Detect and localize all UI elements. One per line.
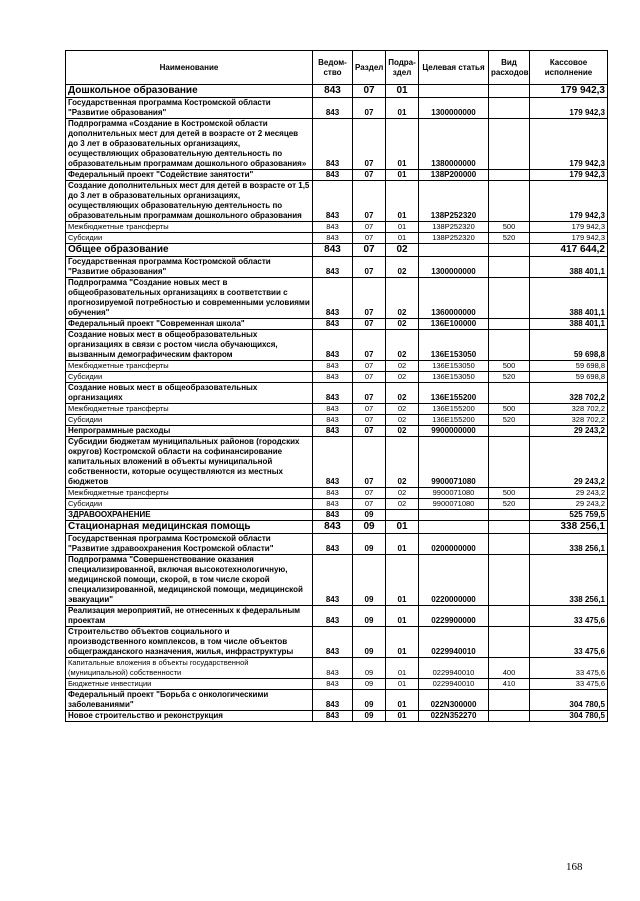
cell-name: Субсидии бюджетам муниципальных районов (городских округов) Костромской области на софинансирование капитальных вложений в объекты муниципальной собственности, которые осуществляются из местных бюджетов bbox=[66, 437, 313, 488]
cell-exp-type bbox=[489, 534, 530, 555]
cell-amount: 179 942,3 bbox=[530, 85, 608, 98]
cell-target: 0229900000 bbox=[419, 606, 489, 627]
cell-amount: 328 702,2 bbox=[530, 415, 608, 426]
cell-exp-type bbox=[489, 85, 530, 98]
table-row bbox=[66, 233, 608, 244]
cell-section: 09 bbox=[353, 510, 386, 521]
cell-name: Создание новых мест в общеобразовательных организациях в связи с ростом числа обучающихся, вызванным демографическим фактором bbox=[66, 330, 313, 361]
cell-name: ЗДРАВООХРАНЕНИЕ bbox=[66, 510, 313, 521]
cell-amount: 33 475,6 bbox=[530, 679, 608, 690]
cell-exp-type bbox=[489, 170, 530, 181]
cell-exp-type: 520 bbox=[489, 372, 530, 383]
cell-subsection: 01 bbox=[386, 627, 419, 658]
cell-name: Федеральный проект "Содействие занятости" bbox=[66, 170, 313, 181]
cell-dept: 843 bbox=[313, 170, 353, 181]
cell-subsection: 02 bbox=[386, 415, 419, 426]
cell-subsection: 02 bbox=[386, 383, 419, 404]
cell-exp-type: 520 bbox=[489, 415, 530, 426]
cell-subsection: 02 bbox=[386, 257, 419, 278]
cell-exp-type bbox=[489, 257, 530, 278]
table-row bbox=[66, 170, 608, 181]
cell-dept: 843 bbox=[313, 257, 353, 278]
cell-amount: 388 401,1 bbox=[530, 257, 608, 278]
cell-section: 07 bbox=[353, 222, 386, 233]
cell-target: 0229940010 bbox=[419, 679, 489, 690]
cell-exp-type bbox=[489, 181, 530, 222]
cell-subsection: 02 bbox=[386, 488, 419, 499]
cell-dept: 843 bbox=[313, 658, 353, 679]
table-row bbox=[66, 119, 608, 170]
cell-subsection: 02 bbox=[386, 278, 419, 319]
cell-section: 07 bbox=[353, 85, 386, 98]
cell-dept: 843 bbox=[313, 426, 353, 437]
cell-target: 9900071080 bbox=[419, 488, 489, 499]
cell-section: 07 bbox=[353, 499, 386, 510]
page-number: 168 bbox=[566, 861, 583, 873]
cell-amount: 33 475,6 bbox=[530, 627, 608, 658]
cell-dept: 843 bbox=[313, 85, 353, 98]
cell-amount: 59 698,8 bbox=[530, 361, 608, 372]
cell-target: 138P252320 bbox=[419, 181, 489, 222]
cell-target bbox=[419, 244, 489, 257]
table-row bbox=[66, 510, 608, 521]
cell-dept: 843 bbox=[313, 488, 353, 499]
cell-name: Стационарная медицинская помощь bbox=[66, 521, 313, 534]
cell-name: Создание дополнительных мест для детей в возрасте от 1,5 до 3 лет в образовательных организациях, осуществляющих образовательную деятельность по образовательным программам дошкольного образования bbox=[66, 181, 313, 222]
cell-dept: 843 bbox=[313, 244, 353, 257]
cell-target: 022N300000 bbox=[419, 690, 489, 711]
header-name: Наименование bbox=[66, 51, 313, 85]
cell-dept: 843 bbox=[313, 319, 353, 330]
table-row bbox=[66, 383, 608, 404]
cell-section: 09 bbox=[353, 521, 386, 534]
cell-name: Общее образование bbox=[66, 244, 313, 257]
cell-amount: 29 243,2 bbox=[530, 488, 608, 499]
cell-subsection: 02 bbox=[386, 437, 419, 488]
cell-name: Капитальные вложения в объекты государственной (муниципальной) собственности bbox=[66, 658, 313, 679]
table-row bbox=[66, 521, 608, 534]
header-executed: Кассовое исполнение bbox=[530, 51, 608, 85]
table-row bbox=[66, 85, 608, 98]
cell-name: Межбюджетные трансферты bbox=[66, 488, 313, 499]
cell-section: 07 bbox=[353, 361, 386, 372]
cell-subsection: 02 bbox=[386, 404, 419, 415]
table-row bbox=[66, 534, 608, 555]
cell-exp-type bbox=[489, 278, 530, 319]
cell-dept: 843 bbox=[313, 222, 353, 233]
cell-dept: 843 bbox=[313, 383, 353, 404]
cell-subsection: 01 bbox=[386, 555, 419, 606]
cell-section: 07 bbox=[353, 257, 386, 278]
cell-name: Межбюджетные трансферты bbox=[66, 222, 313, 233]
cell-amount: 328 702,2 bbox=[530, 383, 608, 404]
cell-target: 9900071080 bbox=[419, 499, 489, 510]
cell-name: Реализация мероприятий, не отнесенных к федеральным проектам bbox=[66, 606, 313, 627]
cell-amount: 525 759,5 bbox=[530, 510, 608, 521]
cell-amount: 338 256,1 bbox=[530, 534, 608, 555]
table-row bbox=[66, 244, 608, 257]
cell-exp-type bbox=[489, 510, 530, 521]
cell-amount: 179 942,3 bbox=[530, 119, 608, 170]
table-row bbox=[66, 711, 608, 722]
cell-dept: 843 bbox=[313, 679, 353, 690]
cell-dept: 843 bbox=[313, 521, 353, 534]
cell-amount: 179 942,3 bbox=[530, 233, 608, 244]
cell-section: 09 bbox=[353, 534, 386, 555]
cell-amount: 304 780,5 bbox=[530, 690, 608, 711]
cell-amount: 29 243,2 bbox=[530, 499, 608, 510]
table-row bbox=[66, 372, 608, 383]
cell-exp-type bbox=[489, 119, 530, 170]
cell-amount: 29 243,2 bbox=[530, 437, 608, 488]
cell-amount: 338 256,1 bbox=[530, 521, 608, 534]
cell-section: 07 bbox=[353, 319, 386, 330]
cell-target: 138P200000 bbox=[419, 170, 489, 181]
cell-dept: 843 bbox=[313, 361, 353, 372]
cell-name: Подпрограмма "Совершенствование оказания специализированной, включая высокотехнологичную, медицинской помощи, скорой, в том числе скорой специализированной, медицинской помощи, медицинской эвакуации" bbox=[66, 555, 313, 606]
cell-target: 1300000000 bbox=[419, 257, 489, 278]
cell-dept: 843 bbox=[313, 627, 353, 658]
cell-subsection: 01 bbox=[386, 222, 419, 233]
cell-section: 07 bbox=[353, 372, 386, 383]
cell-name: Государственная программа Костромской области "Развитие здравоохранения Костромской области" bbox=[66, 534, 313, 555]
cell-subsection: 01 bbox=[386, 606, 419, 627]
cell-section: 09 bbox=[353, 711, 386, 722]
cell-amount: 179 942,3 bbox=[530, 181, 608, 222]
cell-subsection: 01 bbox=[386, 711, 419, 722]
cell-section: 07 bbox=[353, 404, 386, 415]
cell-exp-type bbox=[489, 711, 530, 722]
cell-exp-type: 500 bbox=[489, 488, 530, 499]
cell-section: 07 bbox=[353, 488, 386, 499]
cell-name: Дошкольное образование bbox=[66, 85, 313, 98]
cell-target: 0220000000 bbox=[419, 555, 489, 606]
cell-amount: 304 780,5 bbox=[530, 711, 608, 722]
table-row bbox=[66, 278, 608, 319]
cell-target: 1300000000 bbox=[419, 98, 489, 119]
cell-dept: 843 bbox=[313, 330, 353, 361]
cell-amount: 388 401,1 bbox=[530, 278, 608, 319]
cell-section: 07 bbox=[353, 415, 386, 426]
cell-dept: 843 bbox=[313, 404, 353, 415]
cell-exp-type: 400 bbox=[489, 658, 530, 679]
table-row bbox=[66, 488, 608, 499]
cell-target bbox=[419, 85, 489, 98]
cell-subsection: 01 bbox=[386, 658, 419, 679]
cell-target: 022N352270 bbox=[419, 711, 489, 722]
header-subsection: Подра-здел bbox=[386, 51, 419, 85]
cell-dept: 843 bbox=[313, 98, 353, 119]
table-row bbox=[66, 426, 608, 437]
cell-section: 07 bbox=[353, 233, 386, 244]
table-row bbox=[66, 437, 608, 488]
cell-subsection: 01 bbox=[386, 690, 419, 711]
cell-subsection bbox=[386, 510, 419, 521]
cell-name: Подпрограмма «Создание в Костромской области дополнительных мест для детей в возрасте от 2 месяцев до 3 лет в образовательных организациях, осуществляющих образовательную деятельность по образовательным программам дошкольного образования» bbox=[66, 119, 313, 170]
table-header-row bbox=[66, 51, 608, 85]
cell-subsection: 02 bbox=[386, 426, 419, 437]
cell-name: Новое строительство и реконструкция bbox=[66, 711, 313, 722]
cell-subsection: 01 bbox=[386, 679, 419, 690]
header-exp-type: Вид расходов bbox=[489, 51, 530, 85]
cell-dept: 843 bbox=[313, 415, 353, 426]
cell-exp-type bbox=[489, 555, 530, 606]
cell-exp-type: 500 bbox=[489, 222, 530, 233]
cell-target: 136E155200 bbox=[419, 415, 489, 426]
cell-section: 07 bbox=[353, 181, 386, 222]
cell-section: 09 bbox=[353, 555, 386, 606]
cell-subsection: 02 bbox=[386, 499, 419, 510]
cell-target bbox=[419, 510, 489, 521]
cell-name: Межбюджетные трансферты bbox=[66, 404, 313, 415]
header-section: Раздел bbox=[353, 51, 386, 85]
cell-section: 07 bbox=[353, 119, 386, 170]
cell-exp-type bbox=[489, 330, 530, 361]
cell-exp-type bbox=[489, 437, 530, 488]
cell-target: 138P252320 bbox=[419, 233, 489, 244]
cell-target: 136E153050 bbox=[419, 361, 489, 372]
cell-exp-type bbox=[489, 244, 530, 257]
table-row bbox=[66, 690, 608, 711]
cell-section: 09 bbox=[353, 627, 386, 658]
cell-exp-type bbox=[489, 426, 530, 437]
table-row bbox=[66, 257, 608, 278]
cell-amount: 388 401,1 bbox=[530, 319, 608, 330]
cell-section: 07 bbox=[353, 98, 386, 119]
table-row bbox=[66, 330, 608, 361]
cell-subsection: 02 bbox=[386, 244, 419, 257]
table-row bbox=[66, 658, 608, 679]
cell-section: 07 bbox=[353, 383, 386, 404]
table-row bbox=[66, 361, 608, 372]
cell-section: 07 bbox=[353, 330, 386, 361]
cell-name: Субсидии bbox=[66, 372, 313, 383]
cell-name: Создание новых мест в общеобразовательных организациях bbox=[66, 383, 313, 404]
cell-amount: 417 644,2 bbox=[530, 244, 608, 257]
table-row bbox=[66, 555, 608, 606]
cell-exp-type bbox=[489, 98, 530, 119]
cell-exp-type bbox=[489, 383, 530, 404]
cell-name: Подпрограмма "Создание новых мест в общеобразовательных организациях в соответствии с прогнозируемой потребностью и современными условиями обучения" bbox=[66, 278, 313, 319]
header-dept: Ведом-ство bbox=[313, 51, 353, 85]
cell-target: 0200000000 bbox=[419, 534, 489, 555]
header-target: Целевая статья bbox=[419, 51, 489, 85]
cell-amount: 33 475,6 bbox=[530, 606, 608, 627]
cell-exp-type: 410 bbox=[489, 679, 530, 690]
cell-dept: 843 bbox=[313, 510, 353, 521]
cell-name: Бюджетные инвестиции bbox=[66, 679, 313, 690]
cell-section: 07 bbox=[353, 426, 386, 437]
table-row bbox=[66, 627, 608, 658]
cell-amount: 179 942,3 bbox=[530, 222, 608, 233]
cell-dept: 843 bbox=[313, 499, 353, 510]
cell-section: 09 bbox=[353, 679, 386, 690]
cell-name: Государственная программа Костромской области "Развитие образования" bbox=[66, 257, 313, 278]
cell-amount: 328 702,2 bbox=[530, 404, 608, 415]
cell-dept: 843 bbox=[313, 606, 353, 627]
cell-dept: 843 bbox=[313, 278, 353, 319]
cell-amount: 179 942,3 bbox=[530, 170, 608, 181]
cell-exp-type: 520 bbox=[489, 499, 530, 510]
cell-target: 136E153050 bbox=[419, 372, 489, 383]
cell-name: Федеральный проект "Борьба с онкологическими заболеваниями" bbox=[66, 690, 313, 711]
cell-section: 09 bbox=[353, 690, 386, 711]
cell-subsection: 01 bbox=[386, 233, 419, 244]
cell-exp-type: 520 bbox=[489, 233, 530, 244]
cell-subsection: 02 bbox=[386, 361, 419, 372]
table-row bbox=[66, 98, 608, 119]
cell-dept: 843 bbox=[313, 233, 353, 244]
table-row bbox=[66, 499, 608, 510]
cell-subsection: 01 bbox=[386, 521, 419, 534]
cell-dept: 843 bbox=[313, 690, 353, 711]
cell-subsection: 01 bbox=[386, 85, 419, 98]
table-row bbox=[66, 415, 608, 426]
budget-execution-table bbox=[65, 50, 608, 722]
cell-subsection: 01 bbox=[386, 119, 419, 170]
table-row bbox=[66, 222, 608, 233]
cell-target: 9900000000 bbox=[419, 426, 489, 437]
table-row bbox=[66, 606, 608, 627]
cell-name: Государственная программа Костромской области "Развитие образования" bbox=[66, 98, 313, 119]
cell-exp-type bbox=[489, 627, 530, 658]
cell-name: Субсидии bbox=[66, 415, 313, 426]
cell-section: 07 bbox=[353, 278, 386, 319]
cell-amount: 59 698,8 bbox=[530, 330, 608, 361]
cell-dept: 843 bbox=[313, 555, 353, 606]
cell-name: Субсидии bbox=[66, 499, 313, 510]
cell-amount: 29 243,2 bbox=[530, 426, 608, 437]
cell-section: 07 bbox=[353, 244, 386, 257]
cell-subsection: 01 bbox=[386, 181, 419, 222]
cell-subsection: 02 bbox=[386, 372, 419, 383]
table-row bbox=[66, 679, 608, 690]
cell-section: 09 bbox=[353, 658, 386, 679]
cell-target: 136E153050 bbox=[419, 330, 489, 361]
cell-target: 136E100000 bbox=[419, 319, 489, 330]
cell-amount: 59 698,8 bbox=[530, 372, 608, 383]
cell-name: Субсидии bbox=[66, 233, 313, 244]
cell-subsection: 01 bbox=[386, 98, 419, 119]
cell-target: 136E155200 bbox=[419, 404, 489, 415]
cell-exp-type: 500 bbox=[489, 404, 530, 415]
cell-dept: 843 bbox=[313, 119, 353, 170]
cell-section: 07 bbox=[353, 437, 386, 488]
cell-name: Непрограммные расходы bbox=[66, 426, 313, 437]
cell-dept: 843 bbox=[313, 534, 353, 555]
table-row bbox=[66, 404, 608, 415]
cell-name: Межбюджетные трансферты bbox=[66, 361, 313, 372]
cell-target: 0229940010 bbox=[419, 627, 489, 658]
cell-subsection: 02 bbox=[386, 319, 419, 330]
cell-dept: 843 bbox=[313, 711, 353, 722]
cell-target bbox=[419, 521, 489, 534]
cell-target: 138P252320 bbox=[419, 222, 489, 233]
cell-target: 9900071080 bbox=[419, 437, 489, 488]
cell-name: Строительство объектов социального и производственного комплексов, в том числе объектов общегражданского назначения, жилья, инфраструктуры bbox=[66, 627, 313, 658]
cell-amount: 33 475,6 bbox=[530, 658, 608, 679]
table-row bbox=[66, 181, 608, 222]
cell-name: Федеральный проект "Современная школа" bbox=[66, 319, 313, 330]
cell-section: 07 bbox=[353, 170, 386, 181]
table-row bbox=[66, 319, 608, 330]
cell-dept: 843 bbox=[313, 372, 353, 383]
cell-exp-type bbox=[489, 319, 530, 330]
cell-amount: 179 942,3 bbox=[530, 98, 608, 119]
cell-dept: 843 bbox=[313, 437, 353, 488]
cell-exp-type bbox=[489, 690, 530, 711]
cell-subsection: 01 bbox=[386, 534, 419, 555]
cell-dept: 843 bbox=[313, 181, 353, 222]
cell-exp-type bbox=[489, 521, 530, 534]
table-body bbox=[66, 85, 608, 722]
cell-target: 1380000000 bbox=[419, 119, 489, 170]
cell-target: 136E155200 bbox=[419, 383, 489, 404]
cell-target: 1360000000 bbox=[419, 278, 489, 319]
cell-target: 0229940010 bbox=[419, 658, 489, 679]
cell-exp-type bbox=[489, 606, 530, 627]
cell-exp-type: 500 bbox=[489, 361, 530, 372]
cell-section: 09 bbox=[353, 606, 386, 627]
cell-subsection: 01 bbox=[386, 170, 419, 181]
cell-subsection: 02 bbox=[386, 330, 419, 361]
cell-amount: 338 256,1 bbox=[530, 555, 608, 606]
